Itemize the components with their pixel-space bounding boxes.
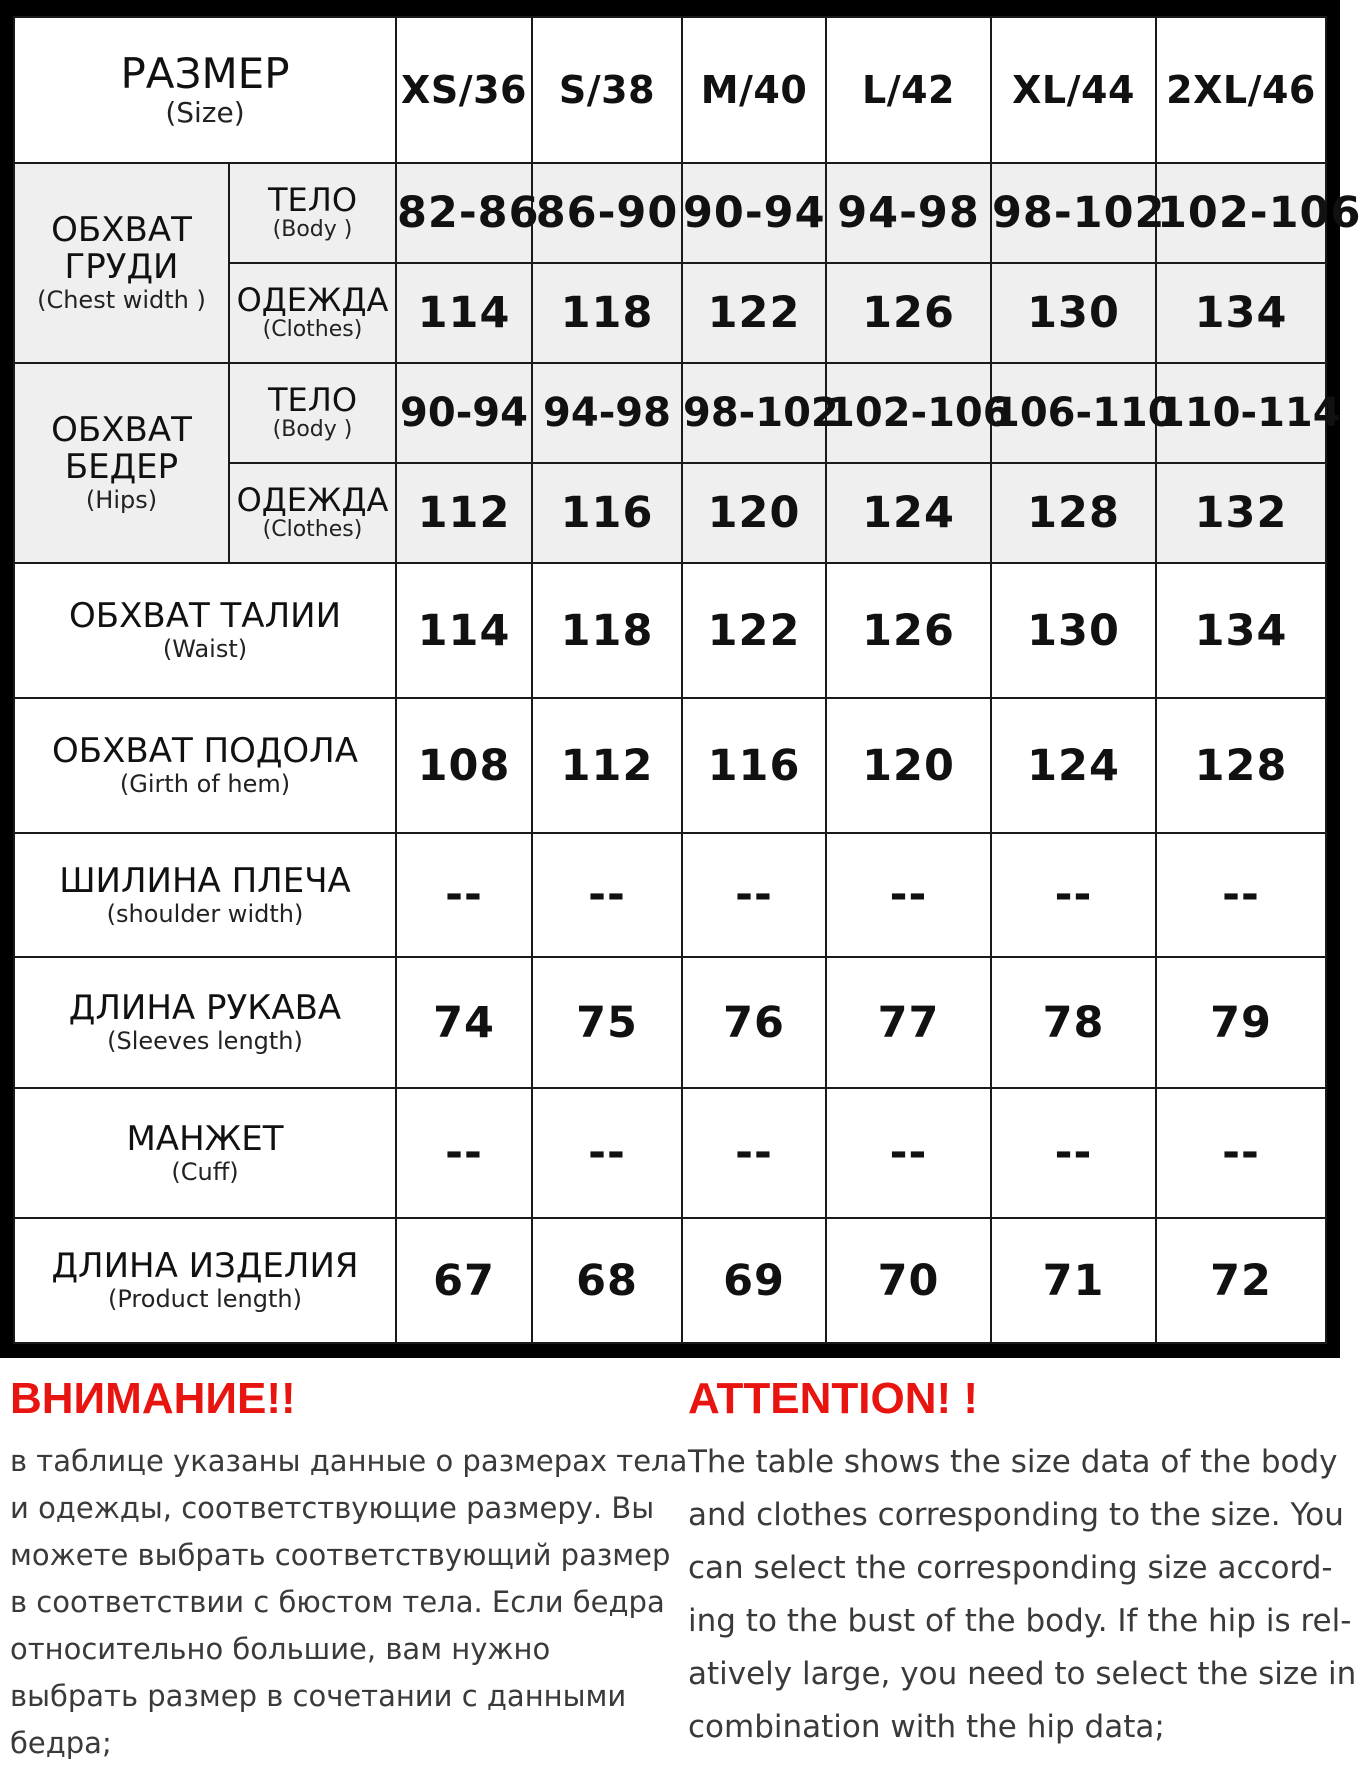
notice-section (0, 1358, 1357, 1785)
chest-body-label: ТЕЛО (267, 181, 357, 219)
length-value: 72 (1156, 1218, 1326, 1343)
shoulder-value: -- (682, 833, 826, 957)
notice-en-line: can select the corresponding size accord- (688, 1550, 1333, 1586)
chest-body-label-en: (Body ) (272, 217, 353, 242)
hem-value: 128 (1156, 698, 1326, 833)
sleeve-label-cell (14, 957, 396, 1088)
cuff-value: -- (532, 1088, 682, 1218)
chest-label-en: (Chest width ) (37, 286, 206, 314)
header-row (14, 17, 1326, 163)
hips-body-row (14, 363, 1326, 463)
notice-ru-line: относительно большие, вам нужно (10, 1632, 551, 1666)
chest-clothes-label-en: (Clothes) (262, 317, 363, 342)
hips-clothes-label-cell (229, 463, 396, 563)
size-header-cell (14, 17, 396, 163)
shoulder-row (14, 833, 1326, 957)
size-l: L/42 (826, 17, 991, 163)
chest-body-value: 98-102 (991, 163, 1156, 263)
cuff-value: -- (682, 1088, 826, 1218)
sleeve-row (14, 957, 1326, 1088)
length-value: 68 (532, 1218, 682, 1343)
notice-en-line: atively large, you need to select the size in (688, 1656, 1357, 1692)
waist-value: 134 (1156, 563, 1326, 698)
hem-value: 124 (991, 698, 1156, 833)
length-value: 69 (682, 1218, 826, 1343)
waist-value: 130 (991, 563, 1156, 698)
waist-value: 126 (826, 563, 991, 698)
size-s: S/38 (532, 17, 682, 163)
length-label-cell (14, 1218, 396, 1343)
cuff-value: -- (991, 1088, 1156, 1218)
chest-clothes-value: 118 (532, 263, 682, 363)
size-2xl: 2XL/46 (1156, 17, 1326, 163)
shoulder-value: -- (991, 833, 1156, 957)
notice-ru-line: бедра; (10, 1726, 112, 1760)
shoulder-label: ШИЛИНА ПЛЕЧА (59, 860, 351, 901)
hips-body-value: 94-98 (532, 363, 682, 463)
hips-label-cell (14, 363, 229, 563)
chest-body-value: 82-86 (396, 163, 532, 263)
chest-body-value: 86-90 (532, 163, 682, 263)
chest-clothes-value: 130 (991, 263, 1156, 363)
hem-value: 120 (826, 698, 991, 833)
hips-label-en: (Hips) (85, 486, 158, 514)
notice-ru-line: в таблице указаны данные о размерах тела (10, 1444, 688, 1478)
sleeve-label-en: (Sleeves length) (107, 1027, 303, 1055)
chest-clothes-label-cell (229, 263, 396, 363)
waist-label-cell (14, 563, 396, 698)
shoulder-value: -- (532, 833, 682, 957)
chest-body-value: 102-106 (1156, 163, 1326, 263)
cuff-label: МАНЖЕТ (126, 1118, 284, 1159)
shoulder-label-cell (14, 833, 396, 957)
length-value: 70 (826, 1218, 991, 1343)
size-xl: XL/44 (991, 17, 1156, 163)
hips-label-1: ОБХВАТ (51, 410, 192, 450)
cuff-label-cell (14, 1088, 396, 1218)
waist-label-en: (Waist) (162, 635, 248, 663)
hips-body-value: 106-110 (991, 363, 1156, 463)
hips-body-value: 90-94 (396, 363, 532, 463)
length-label: ДЛИНА ИЗДЕЛИЯ (51, 1246, 359, 1286)
waist-value: 122 (682, 563, 826, 698)
notice-en-line: combination with the hip data; (688, 1709, 1165, 1745)
hips-clothes-label-en: (Clothes) (262, 517, 363, 542)
notice-en-line: and clothes corresponding to the size. You (688, 1497, 1344, 1533)
hips-body-label-en: (Body ) (272, 417, 353, 442)
hips-clothes-value: 112 (396, 463, 532, 563)
shoulder-value: -- (826, 833, 991, 957)
hips-label-2: БЕДЕР (64, 447, 179, 487)
length-row (14, 1218, 1326, 1343)
shoulder-value: -- (396, 833, 532, 957)
shoulder-value: -- (1156, 833, 1326, 957)
size-chart-table (13, 16, 1361, 1344)
sleeve-label: ДЛИНА РУКАВА (68, 988, 342, 1028)
notice-en-line: The table shows the size data of the body (688, 1444, 1338, 1480)
sleeve-value: 76 (682, 957, 826, 1088)
chest-body-value: 90-94 (682, 163, 826, 263)
sleeve-value: 77 (826, 957, 991, 1088)
waist-label: ОБХВАТ ТАЛИИ (69, 596, 341, 636)
waist-value: 114 (396, 563, 532, 698)
chest-clothes-value: 114 (396, 263, 532, 363)
hips-clothes-value: 124 (826, 463, 991, 563)
hips-body-value: 98-102 (682, 363, 826, 463)
hips-body-label-cell (229, 363, 396, 463)
cuff-row (14, 1088, 1326, 1218)
chest-label-cell (14, 163, 229, 363)
notice-ru-title: ВНИМАНИЕ!! (10, 1374, 296, 1423)
hips-clothes-value: 128 (991, 463, 1156, 563)
chest-body-label-cell (229, 163, 396, 263)
hem-label-cell (14, 698, 396, 833)
notice-ru-line: в соответствии с бюстом тела. Если бедра (10, 1585, 665, 1619)
cuff-value: -- (1156, 1088, 1326, 1218)
chest-clothes-value: 122 (682, 263, 826, 363)
shoulder-label-en: (shoulder width) (106, 899, 304, 928)
notice-ru-line: и одежды, соответствующие размеру. Вы (10, 1491, 655, 1525)
waist-row (14, 563, 1326, 698)
cuff-value: -- (826, 1088, 991, 1218)
sleeve-value: 78 (991, 957, 1156, 1088)
hem-value: 116 (682, 698, 826, 833)
notice-ru-line: можете выбрать соответствующий размер (10, 1538, 671, 1572)
hem-value: 112 (532, 698, 682, 833)
hem-value: 108 (396, 698, 532, 833)
hips-body-label: ТЕЛО (267, 381, 357, 419)
size-m: M/40 (682, 17, 826, 163)
length-value: 67 (396, 1218, 532, 1343)
hips-body-value: 102-106 (826, 363, 991, 463)
sleeve-value: 74 (396, 957, 532, 1088)
hips-clothes-value: 132 (1156, 463, 1326, 563)
notice-en-line: ing to the bust of the body. If the hip is rel- (688, 1603, 1352, 1639)
waist-value: 118 (532, 563, 682, 698)
size-label-en: (Size) (165, 96, 245, 129)
chest-body-value: 94-98 (826, 163, 991, 263)
chest-label-1: ОБХВАТ (51, 210, 192, 250)
chest-clothes-value: 126 (826, 263, 991, 363)
sleeve-value: 75 (532, 957, 682, 1088)
length-label-en: (Product length) (108, 1285, 302, 1313)
size-label: РАЗМЕР (120, 49, 290, 98)
notice-ru-line: выбрать размер в сочетании с данными (10, 1679, 627, 1713)
size-xs: XS/36 (396, 17, 532, 163)
sleeve-value: 79 (1156, 957, 1326, 1088)
hips-clothes-value: 120 (682, 463, 826, 563)
hem-row (14, 698, 1326, 833)
hips-clothes-value: 116 (532, 463, 682, 563)
hem-label: ОБХВАТ ПОДОЛА (51, 731, 359, 771)
hips-body-value: 110-114 (1156, 363, 1326, 463)
cuff-label-en: (Cuff) (171, 1157, 239, 1186)
chest-body-row (14, 163, 1326, 263)
hips-clothes-label: ОДЕЖДА (236, 481, 389, 519)
notice-en-title: ATTENTION! ! (688, 1374, 979, 1423)
cuff-value: -- (396, 1088, 532, 1218)
chest-label-2: ГРУДИ (64, 247, 179, 287)
chest-clothes-label: ОДЕЖДА (236, 281, 389, 319)
hem-label-en: (Girth of hem) (119, 770, 291, 798)
chest-clothes-value: 134 (1156, 263, 1326, 363)
length-value: 71 (991, 1218, 1156, 1343)
